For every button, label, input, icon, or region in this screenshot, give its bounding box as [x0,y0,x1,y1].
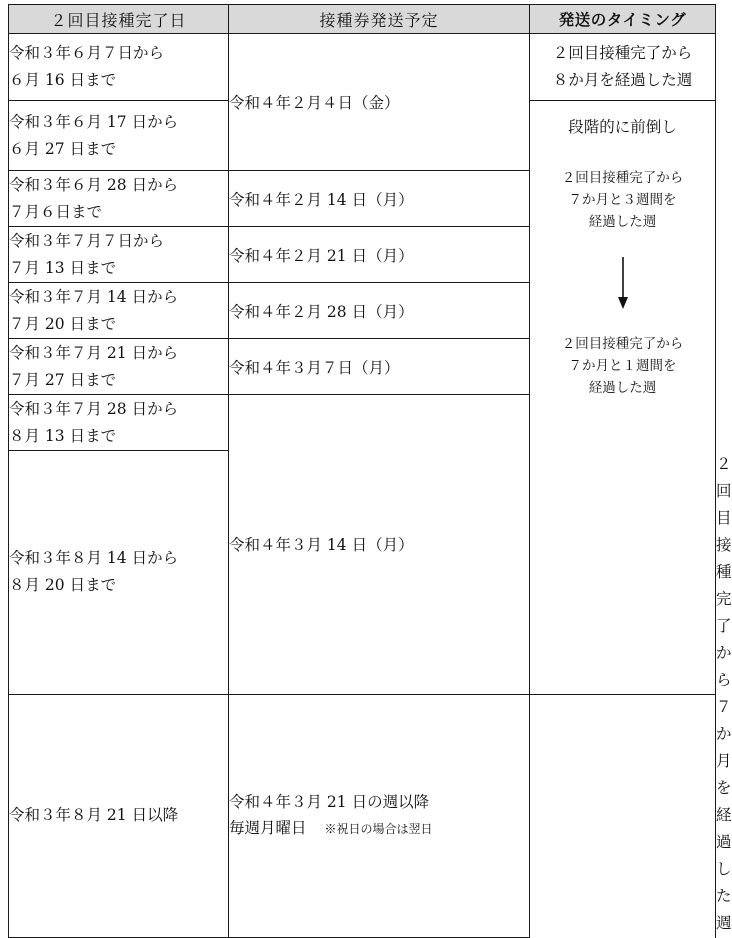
range-end: ７月 27 日まで [9,370,117,389]
range-end: ８月 13 日まで [9,426,117,445]
completion-range-cell [9,171,229,227]
send-weekly-line [229,816,529,842]
send-date: 令和４年３月７日（月） [229,358,400,377]
range-end: ７月 20 日まで [9,314,117,333]
send-date: 令和４年２月 21 日（月） [229,246,414,265]
range-start: 令和３年７月７日から [9,231,165,250]
timing-text: 経過した週 [588,380,657,396]
send-weekly: 毎週月曜日 [229,819,307,838]
completion-range-cell [9,339,229,395]
header-voucher-schedule: 接種券発送予定 [229,5,530,34]
completion-range-cell [9,101,229,171]
completion-range-cell [9,34,229,101]
send-date: 令和４年２月 14 日（月） [229,190,414,209]
range-start: 令和３年６月７日から [9,44,165,62]
range-start: 令和３年６月 28 日から [9,175,179,194]
send-date-cell [229,283,530,339]
send-date-cell [229,339,530,395]
range-end: ６月 16 日まで [9,71,117,89]
send-date-cell [229,171,530,227]
timing-text: ８か月を経過した週 [552,71,693,89]
range-start: 令和３年８月 14 日から [9,549,179,568]
holiday-note: ※祝日の場合は翌日 [324,822,433,837]
table-row: 令和３年８月 14 日から ８月 20 日まで ２回目接種完了から ７か月を経過した週 [9,451,716,695]
timing-text: ２回目接種完了から [552,44,693,62]
send-date: 令和４年２月４日（金） [229,94,400,112]
vaccination-schedule-document [8,4,732,932]
timing-text: 経過した週 [588,214,657,230]
send-date: 令和４年２月 28 日（月） [229,302,414,321]
table-row [9,694,716,938]
range-start: 令和３年７月 21 日から [9,343,179,362]
completion-range-cell [9,283,229,339]
timing-block-7m1w [530,333,715,399]
timing-heading: 段階的に前倒し [568,118,677,136]
timing-text: ２回目接種完了から [561,170,684,186]
range-end: ６月 27 日まで [9,139,117,158]
schedule-table [8,4,732,938]
send-date: 令和４年３月 21 日の週以降 [229,793,430,812]
table-row [9,34,716,101]
range-start: 令和３年７月 14 日から [9,287,179,306]
timing-cell-8-months [530,34,716,101]
range-start: 令和３年７月 28 日から [9,399,179,418]
header-row [9,5,716,34]
timing-text: ７か月と３週間を [568,192,677,208]
completion-range-cell [9,694,229,938]
completion-range-cell [9,451,229,695]
timing-cell-gradual [530,101,716,695]
range-end: ７月６日まで [9,202,103,221]
timing-block-7m3w [530,167,715,233]
send-date-cell [229,694,530,938]
range-start: 令和３年６月 17 日から [9,112,179,131]
timing-text: ７か月と１週間を [568,358,677,374]
range-start: 令和３年８月 21 日以降 [9,806,179,825]
range-end: ８月 20 日まで [9,576,117,595]
timing-text: ２回目接種完了から [561,336,684,352]
completion-range-cell [9,395,229,451]
send-date-cell [229,227,530,283]
header-completion-date: ２回目接種完了日 [9,5,229,34]
completion-range-cell [9,227,229,283]
send-date-cell [229,34,530,171]
range-end: ７月 13 日まで [9,258,117,277]
header-send-timing: 発送のタイミング [530,5,716,34]
send-date-cell [229,395,530,695]
send-date: 令和４年３月 14 日（月） [229,536,414,555]
